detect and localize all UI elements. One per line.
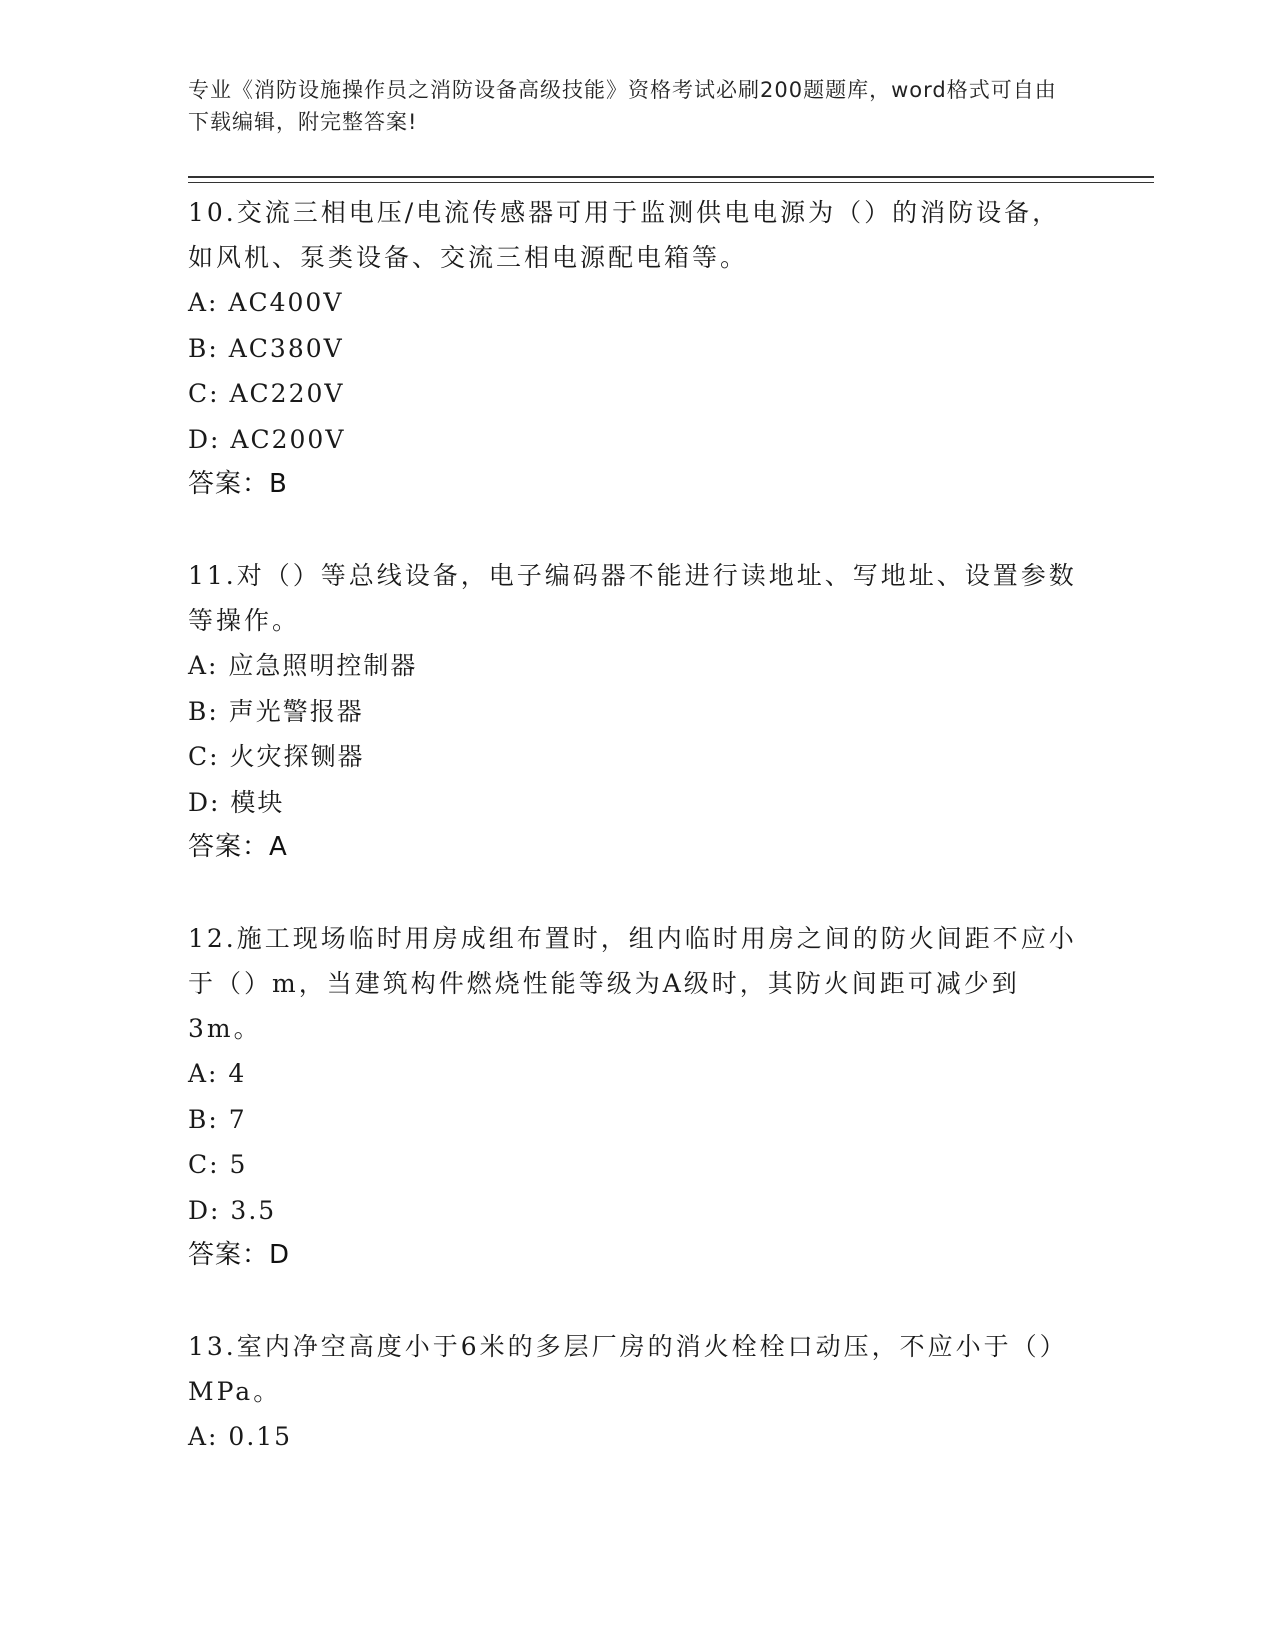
option-c: C: 5 bbox=[188, 1150, 248, 1179]
option-b: B: AC380V bbox=[188, 333, 344, 363]
option-d: D: 3.5 bbox=[188, 1195, 277, 1225]
question-stem: 11.对（）等总线设备，电子编码器不能进行读地址、写地址、设置参数等操作。 bbox=[188, 561, 1077, 635]
option-d: D: AC200V bbox=[188, 424, 346, 454]
option-a: A: 应急照明控制器 bbox=[188, 651, 418, 680]
option-c: C: 火灾探铡器 bbox=[188, 742, 365, 771]
header-rule-thin bbox=[188, 182, 1154, 183]
option-b: B: 声光警报器 bbox=[188, 696, 364, 726]
question-10 bbox=[188, 190, 1088, 507]
answer-line: 答案：A bbox=[188, 832, 288, 862]
option-b: B: 7 bbox=[188, 1104, 247, 1134]
option-a: A: AC400V bbox=[188, 288, 344, 317]
question-13 bbox=[188, 1324, 1088, 1460]
option-d: D: 模块 bbox=[188, 787, 285, 817]
question-list bbox=[188, 190, 1088, 1506]
answer-line: 答案：D bbox=[188, 1240, 291, 1270]
option-a: A: 0.15 bbox=[188, 1422, 293, 1451]
question-stem: 10.交流三相电压/电流传感器可用于监测供电电源为（）的消防设备，如风机、泵类设备、交流三相电源配电箱等。 bbox=[188, 198, 1061, 272]
answer-line: 答案：B bbox=[188, 469, 288, 499]
header-rule-thick bbox=[188, 176, 1154, 178]
question-11 bbox=[188, 553, 1088, 870]
option-c: C: AC220V bbox=[188, 379, 345, 408]
question-12 bbox=[188, 916, 1088, 1278]
option-a: A: 4 bbox=[188, 1059, 247, 1088]
question-stem: 13.室内净空高度小于6米的多层厂房的消火栓栓口动压，不应小于（）MPa。 bbox=[188, 1332, 1068, 1406]
document-header: 专业《消防设施操作员之消防设备高级技能》资格考试必刷200题题库，word格式可自由下载编辑，附完整答案! bbox=[188, 78, 1057, 134]
question-stem: 12.施工现场临时用房成组布置时，组内临时用房之间的防火间距不应小于（）m，当建筑构件燃烧性能等级为A级时，其防火间距可减少到3m。 bbox=[188, 924, 1077, 1043]
